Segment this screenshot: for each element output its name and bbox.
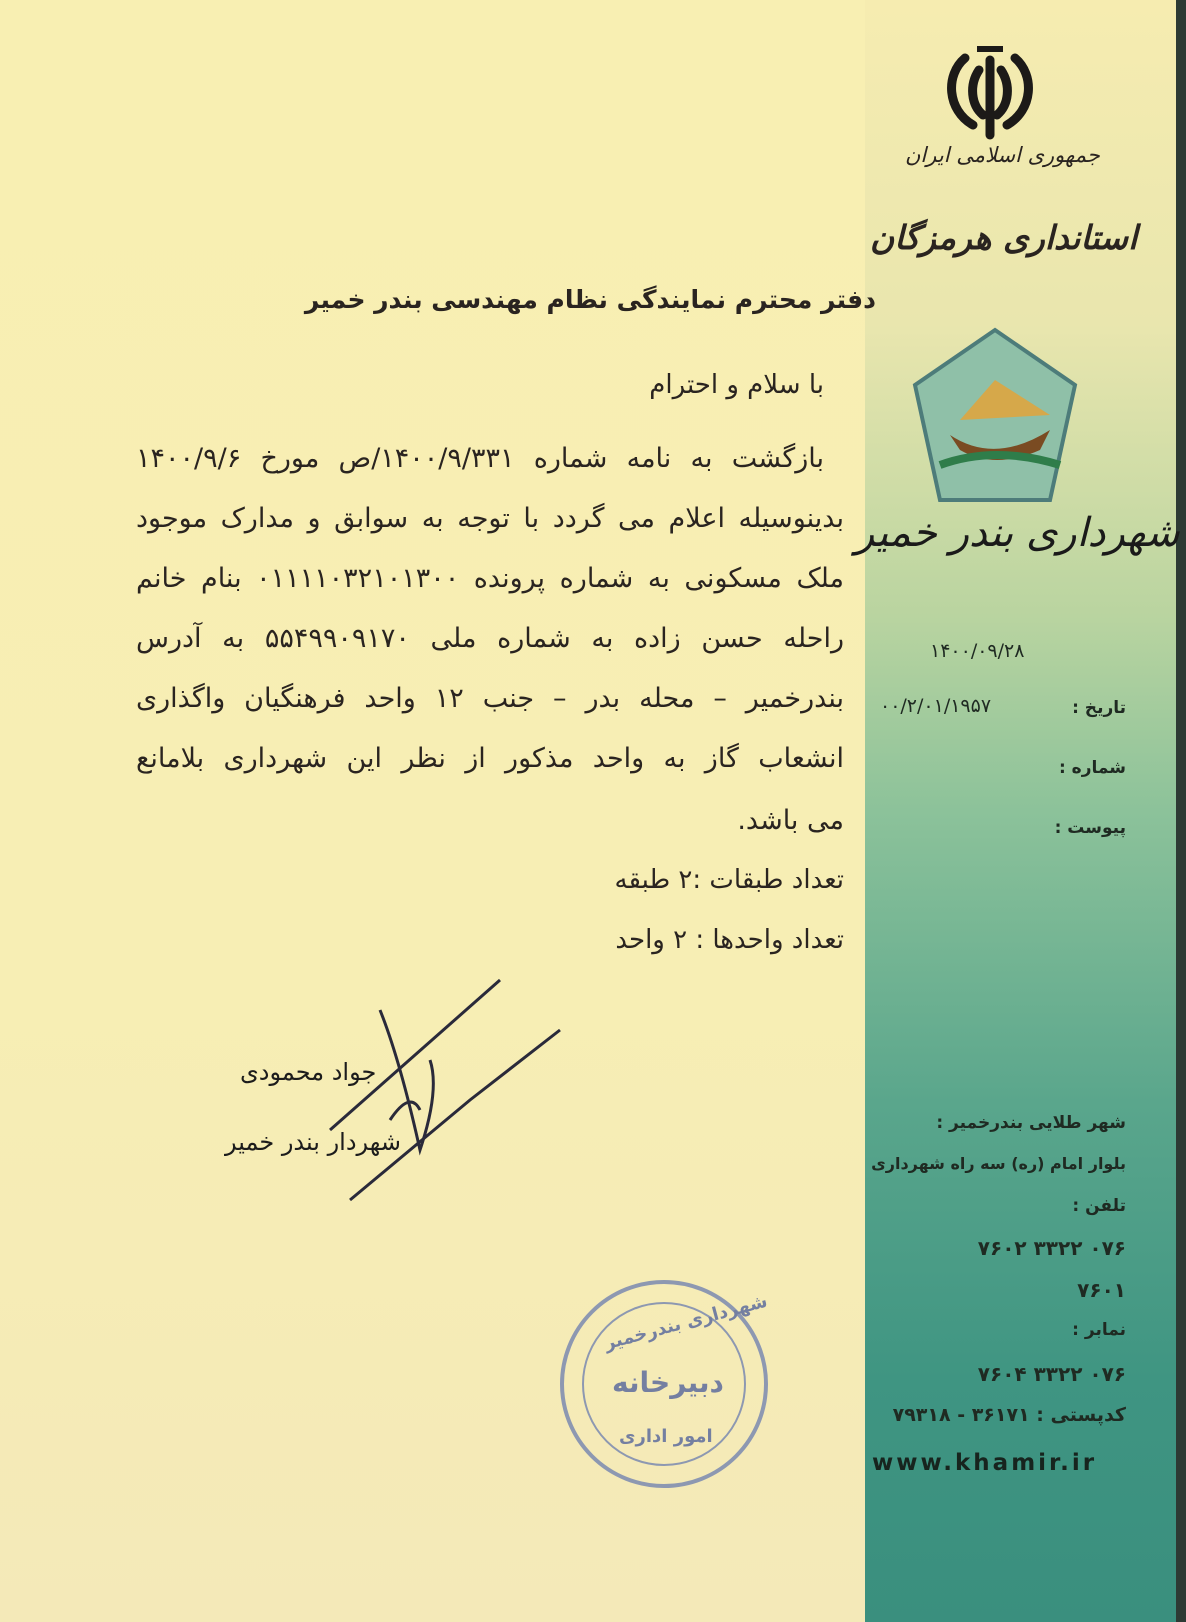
signatory-name: جواد محمودی [240,1058,377,1086]
province-office: استانداری هرمزگان [870,218,1138,257]
greeting: با سلام و احترام [649,370,824,400]
body-line: راحله حسن زاده به شماره ملی ۵۵۴۹۹۰۹۱۷۰ به آدرس [136,623,844,654]
floors-count: تعداد طبقات :۲ طبقه [614,865,844,895]
iran-emblem-icon [935,40,1045,140]
fax-number: ۰۷۶ ۳۳۲۲ ۷۶۰۴ [977,1362,1126,1386]
stamp-center-text: دبیرخانه [612,1366,724,1399]
handwritten-signature [290,970,590,1240]
date-label: تاریخ : [1072,698,1126,718]
signatory-title: شهردار بندر خمیر [225,1128,401,1156]
fax-label: نمابر : [1072,1320,1126,1340]
letter-date: ۱۴۰۰/۰۹/۲۸ [930,640,1025,662]
footer-address: بلوار امام (ره) سه راه شهرداری [871,1154,1126,1173]
scan-edge [1176,0,1186,1622]
phone-1: ۰۷۶ ۳۳۲۲ ۷۶۰۲ [977,1236,1126,1260]
phone-2: ۷۶۰۱ [1077,1278,1126,1302]
stamp-bottom-text: امور اداری [619,1426,713,1447]
attachment-label: پیوست : [1054,818,1126,838]
municipality-logo-icon [900,325,1090,515]
number-label: شماره : [1058,758,1126,778]
municipality-name: شهرداری بندر خمیر [855,510,1180,556]
body-line: ملک مسکونی به شماره پرونده ۰۱۱۱۱۰۳۲۱۰۱۳۰۰ بنام خانم [136,563,845,594]
phone-label: تلفن : [1072,1196,1126,1216]
letter-number: ۰۰/۲/۰۱/۱۹۵۷ [880,695,992,717]
body-line: بازگشت به نامه شماره ۱۴۰۰/۹/۳۳۱/ص مورخ ۱۴۰۰/۹/۶ [136,443,824,474]
recipient: دفتر محترم نمایندگی نظام مهندسی بندر خمیر [304,285,876,314]
body-line: می باشد. [737,805,844,836]
footer-city: شهر طلایی بندرخمیر : [936,1113,1126,1133]
office-stamp [560,1280,768,1488]
units-count: تعداد واحدها : ۲ واحد [615,925,844,955]
body-line: بدینوسیله اعلام می گردد با توجه به سوابق و مدارک موجود [136,503,844,534]
stamp-top-text: شهرداری بندرخمیر [602,1290,770,1355]
postal-code: کدپستی : ۳۶۱۷۱ - ۷۹۳۱۸ [892,1404,1126,1426]
website-link[interactable]: www.khamir.ir [872,1450,1098,1476]
emblem-caption: جمهوری اسلامی ایران [905,143,1100,167]
body-line: انشعاب گاز به واحد مذکور از نظر این شهرداری بلامانع [136,743,844,774]
body-line: بندرخمیر – محله بدر – جنب ۱۲ واحد فرهنگیان واگذاری [136,683,844,714]
